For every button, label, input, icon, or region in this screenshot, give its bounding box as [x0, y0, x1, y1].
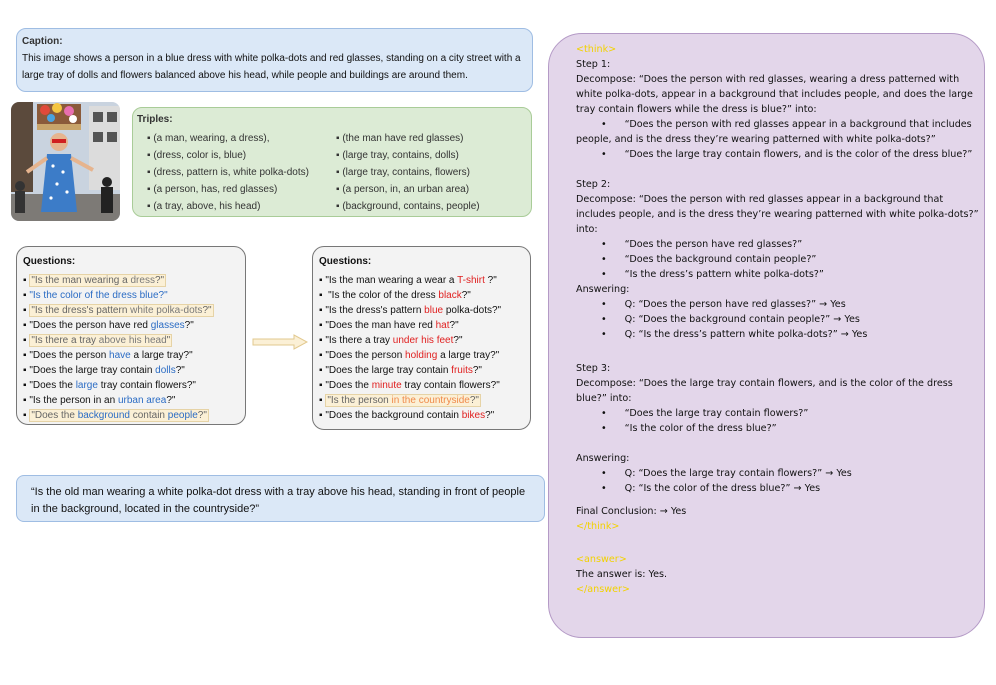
- triples-box: [132, 107, 532, 217]
- triple-item: ▪ (dress, color is, blue): [147, 150, 247, 161]
- step1-sub-question: • “Does the person with red glasses appear in a background that includes people, and is the dress they’re wearing patterned with white polka-dots?”: [576, 119, 972, 145]
- questions-perturbed-title: Questions:: [319, 256, 372, 267]
- caption-text: This image shows a person in a blue dress with white polka-dots and red glasses, standing on a city street with a large tray of dolls and flowers balanced above his head, while people and buildings are around them.: [22, 53, 521, 81]
- question-item: ▪ "Does the person have red glasses?": [23, 320, 194, 331]
- question-item: ▪ "Is the person in the countryside?": [319, 395, 479, 406]
- question-item: ▪ "Does the man have red hat?": [319, 320, 459, 331]
- triple-text: (background, contains, people): [342, 201, 480, 212]
- triple-item: ▪ (large tray, contains, flowers): [336, 167, 470, 178]
- question-item: ▪ "Is there a tray under his feet?": [319, 335, 463, 346]
- triple-text: (dress, color is, blue): [153, 150, 247, 161]
- answer-text: The answer is: Yes.: [576, 569, 668, 580]
- reasoning-box: [548, 33, 985, 638]
- triple-item: ▪ (background, contains, people): [336, 201, 480, 212]
- scene-illustration: [11, 102, 120, 221]
- step2-answering-label: Answering:: [576, 284, 630, 295]
- step3-sub-question: • “Does the large tray contain flowers?”: [601, 408, 809, 419]
- triple-text: (a person, in, an urban area): [342, 184, 470, 195]
- step3-sub-question: • “Is the color of the dress blue?”: [601, 423, 777, 434]
- final-conclusion: Final Conclusion: → Yes: [576, 506, 687, 517]
- step2-answer: • Q: “Does the person have red glasses?” → Yes: [601, 299, 846, 310]
- question-item: ▪ "Is the color of the dress blue?": [23, 290, 168, 301]
- question-item: ▪ "Is there a tray above his head": [23, 335, 171, 346]
- claim-text: “Is the old man wearing a white polka-dot dress with a tray above his head, standing in front of people in the background, located in the countryside?”: [31, 486, 526, 515]
- think-open-tag: <think>: [576, 44, 617, 55]
- triple-item: ▪ (a person, in, an urban area): [336, 184, 470, 195]
- triple-text: (a person, has, red glasses): [153, 184, 278, 195]
- triple-item: ▪ (the man have red glasses): [336, 133, 464, 144]
- question-item: ▪ "Is the man wearing a wear a T-shirt ?": [319, 275, 497, 286]
- triple-text: (the man have red glasses): [342, 133, 464, 144]
- triples-left-column: [147, 130, 309, 215]
- step3-answer: • Q: “Does the large tray contain flowers?” → Yes: [601, 468, 852, 479]
- step2-title: Step 2:: [576, 179, 611, 190]
- questions-perturbed-box: [312, 246, 531, 430]
- question-item: ▪ "Does the large tray contain fruits?": [319, 365, 482, 376]
- question-item: ▪ "Is the person in an urban area?": [23, 395, 176, 406]
- question-item: ▪ "Does the background contain bikes?": [319, 410, 495, 421]
- question-item: ▪ "Does the person holding a large tray?": [319, 350, 500, 361]
- answer-open-tag: <answer>: [576, 554, 627, 565]
- right-arrow-icon: [252, 334, 308, 350]
- step2-sub-question: • “Does the person have red glasses?”: [601, 239, 803, 250]
- question-item: ▪ "Does the person have a large tray?": [23, 350, 193, 361]
- question-item: ▪ "Does the large tray contain flowers?": [23, 380, 196, 391]
- step1-title: Step 1:: [576, 59, 611, 70]
- triple-text: (dress, pattern is, white polka-dots): [153, 167, 309, 178]
- question-item: ▪ "Is the dress's pattern blue polka-dots?": [319, 305, 502, 316]
- step2-sub-question: • “Is the dress’s pattern white polka-dots?”: [601, 269, 824, 280]
- question-item: ▪ "Does the minute tray contain flowers?": [319, 380, 500, 391]
- triples-title: Triples:: [137, 114, 173, 125]
- question-item: ▪ "Is the dress's pattern white polka-dots?": [23, 305, 212, 316]
- answer-close-tag: </answer>: [576, 584, 630, 595]
- caption-box: [16, 28, 533, 92]
- questions-original-box: [16, 246, 246, 425]
- step1-decompose: Decompose: “Does the person with red glasses, wearing a dress patterned with white polka-dots, appear in a background that includes people, and does the large tray contain flowers while the dress is blue?” into:: [576, 74, 973, 115]
- caption-title: Caption:: [22, 36, 63, 47]
- questions-original-title: Questions:: [23, 256, 76, 267]
- step2-sub-question: • “Does the background contain people?”: [601, 254, 817, 265]
- question-item: ▪ "Does the background contain people?": [23, 410, 207, 421]
- triple-item: ▪ (dress, pattern is, white polka-dots): [147, 167, 309, 178]
- reasoning-content: [576, 42, 981, 597]
- question-item: ▪ "Is the color of the dress black?": [319, 290, 471, 301]
- questions-original-list: [23, 273, 214, 423]
- step2-answer: • Q: “Is the dress’s pattern white polka-dots?” → Yes: [601, 329, 868, 340]
- step2-decompose: Decompose: “Does the person with red glasses appear in a background that includes people, and is the dress they’re wearing patterned with white polka-dots?” into:: [576, 194, 979, 235]
- claim-box: [16, 475, 545, 522]
- step3-title: Step 3:: [576, 363, 611, 374]
- triple-text: (large tray, contains, flowers): [342, 167, 470, 178]
- triples-right-column: [336, 130, 480, 215]
- step2-answer: • Q: “Does the background contain people?” → Yes: [601, 314, 860, 325]
- triple-text: (a tray, above, his head): [153, 201, 261, 212]
- question-item: ▪ "Does the large tray contain dolls?": [23, 365, 185, 376]
- step3-answer: • Q: “Is the color of the dress blue?” → Yes: [601, 483, 821, 494]
- triple-item: ▪ (a tray, above, his head): [147, 201, 261, 212]
- questions-perturbed-list: [319, 273, 501, 423]
- step1-sub-question: • “Does the large tray contain flowers, and is the color of the dress blue?”: [601, 149, 973, 160]
- scene-photo: [11, 102, 120, 221]
- triple-text: (large tray, contains, dolls): [342, 150, 459, 161]
- step3-decompose: Decompose: “Does the large tray contain flowers, and is the color of the dress blue?” into:: [576, 378, 953, 404]
- think-close-tag: </think>: [576, 521, 620, 532]
- triple-item: ▪ (a man, wearing, a dress),: [147, 133, 270, 144]
- triple-item: ▪ (large tray, contains, dolls): [336, 150, 459, 161]
- triple-item: ▪ (a person, has, red glasses): [147, 184, 278, 195]
- question-item: ▪ "Is the man wearing a dress?": [23, 275, 165, 286]
- triple-text: (a man, wearing, a dress),: [153, 133, 270, 144]
- step3-answering-label: Answering:: [576, 453, 630, 464]
